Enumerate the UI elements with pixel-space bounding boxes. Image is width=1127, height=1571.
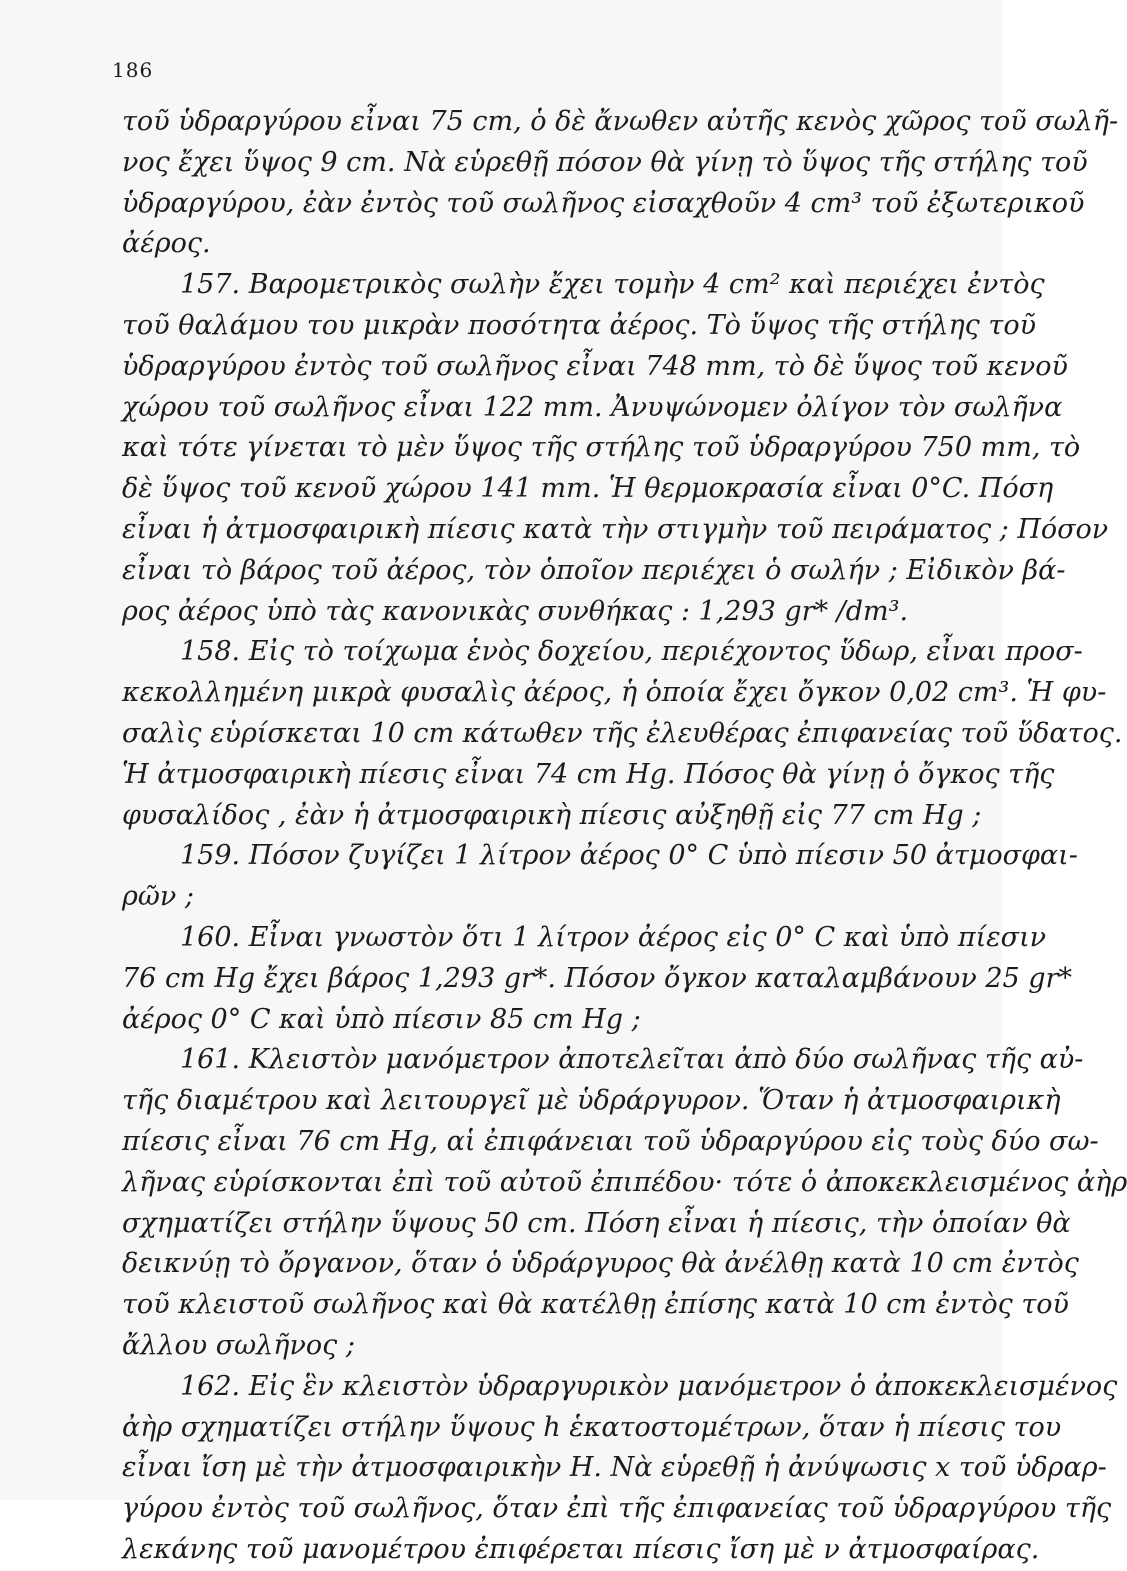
problem-first-line [122, 632, 1083, 673]
problem-number: 158. [180, 636, 241, 668]
text-line: ἀέρος. [122, 228, 211, 260]
text-line: γύρου ἐντὸς τοῦ σωλῆνος, ὅταν ἐπὶ τῆς ἐπιφανείας τοῦ ὑδραργύρου τῆς [122, 1493, 1112, 1525]
text-line: φυσαλίδος , ἐὰν ἡ ἀτμοσφαιρικὴ πίεσις αὐξηθῇ εἰς 77 cm Hg ; [122, 799, 982, 831]
text-line: ἀέρος 0° C καὶ ὑπὸ πίεσιν 85 cm Hg ; [122, 1003, 641, 1035]
text-line: Κλειστὸν μανόμετρον ἀποτελεῖται ἀπὸ δύο σωλῆνας τῆς αὐ- [248, 1044, 1084, 1076]
problem-first-line [122, 1367, 1118, 1408]
problem-first-line [122, 918, 1047, 959]
text-line: Εἶναι γνωστὸν ὅτι 1 λίτρον ἀέρος εἰς 0° C καὶ ὑπὸ πίεσιν [248, 921, 1047, 953]
text-line: Εἰς ἓν κλειστὸν ὑδραργυρικὸν μανόμετρον ὁ ἀποκεκλεισμένος [248, 1370, 1118, 1402]
text-line: σαλὶς εὑρίσκεται 10 cm κάτωθεν τῆς ἐλευθέρας ἐπιφανείας τοῦ ὕδατος. [122, 717, 1123, 749]
text-line: εἶναι ἡ ἀτμοσφαιρικὴ πίεσις κατὰ τὴν στιγμὴν τοῦ πειράματος ; Πόσον [122, 513, 1109, 545]
text-line: ὑδραργύρου, ἐὰν ἐντὸς τοῦ σωλῆνος εἰσαχθοῦν 4 cm³ τοῦ ἐξωτερικοῦ [122, 187, 1085, 219]
problem-157 [122, 265, 1109, 632]
problem-number: 162. [180, 1370, 241, 1402]
text-line: τῆς διαμέτρου καὶ λειτουργεῖ μὲ ὑδράργυρον. Ὅταν ἡ ἀτμοσφαιρικὴ [122, 1085, 1061, 1117]
text-line: χώρου τοῦ σωλῆνος εἶναι 122 mm. Ἀνυψώνομεν ὀλίγον τὸν σωλῆνα [122, 391, 1063, 423]
problem-first-line [122, 1040, 1084, 1081]
problem-160 [122, 918, 1072, 1040]
problem-first-line [122, 265, 1045, 306]
text-line: δὲ ὕψος τοῦ κενοῦ χώρου 141 mm. Ἡ θερμοκρασία εἶναι 0°C. Πόση [122, 473, 1054, 505]
text-line: πίεσις εἶναι 76 cm Hg, αἱ ἐπιφάνειαι τοῦ ὑδραργύρου εἰς τοὺς δύο σω- [122, 1125, 1099, 1157]
text-line: ρος ἀέρος ὑπὸ τὰς κανονικὰς συνθήκας : 1,293 gr* /dm³. [122, 595, 909, 627]
text-line: εἶναι τὸ βάρος τοῦ ἀέρος, τὸν ὁποῖον περιέχει ὁ σωλήν ; Εἰδικὸν βά- [122, 554, 1066, 586]
text-line: ὑδραργύρου ἐντὸς τοῦ σωλῆνος εἶναι 748 mm, τὸ δὲ ὕψος τοῦ κενοῦ [122, 350, 1068, 382]
problem-number: 160. [180, 921, 241, 953]
page-body [122, 102, 1127, 1571]
text-line: δεικνύῃ τὸ ὄργανον, ὅταν ὁ ὑδράργυρος θὰ ἀνέλθῃ κατὰ 10 cm ἐντὸς [122, 1248, 1079, 1280]
problem-number: 159. [180, 840, 241, 872]
text-line: τοῦ θαλάμου του μικρὰν ποσότητα ἀέρος. Τὸ ὕψος τῆς στήλης τοῦ [122, 309, 1036, 341]
text-line: τοῦ ὑδραργύρου εἶναι 75 cm, ὁ δὲ ἄνωθεν αὐτῆς κενὸς χῶρος τοῦ σωλῆ- [122, 106, 1119, 137]
page-number: 186 [112, 58, 154, 82]
text-line: Πόσον ζυγίζει 1 λίτρον ἀέρος 0° C ὑπὸ πίεσιν 50 ἀτμοσφαι- [248, 840, 1078, 872]
text-line: Ἡ ἀτμοσφαιρικὴ πίεσις εἶναι 74 cm Hg. Πόσος θὰ γίνῃ ὁ ὄγκος τῆς [122, 758, 1055, 790]
text-line: κεκολλημένη μικρὰ φυσαλὶς ἀέρος, ἡ ὁποία ἔχει ὄγκον 0,02 cm³. Ἡ φυ- [122, 677, 1107, 709]
problem-number: 161. [180, 1044, 241, 1076]
text-line: λεκάνης τοῦ μανομέτρου ἐπιφέρεται πίεσις ἴση μὲ ν ἀτμοσφαίρας. [122, 1533, 1040, 1565]
problem-162 [122, 1367, 1118, 1571]
text-line: σχηματίζει στήλην ὕψους 50 cm. Πόση εἶναι ἡ πίεσις, τὴν ὁποίαν θὰ [122, 1207, 1071, 1239]
problem-158 [122, 632, 1123, 836]
text-line: ἀὴρ σχηματίζει στήλην ὕψους h ἑκατοστομέτρων, ὅταν ἡ πίεσις του [122, 1411, 1062, 1443]
problem-number: 157. [180, 269, 241, 301]
text-line: ρῶν ; [122, 881, 194, 913]
text-line: καὶ τότε γίνεται τὸ μὲν ὕψος τῆς στήλης τοῦ ὑδραργύρου 750 mm, τὸ [122, 432, 1081, 464]
text-line: ἄλλου σωλῆνος ; [122, 1329, 355, 1361]
text-line: νος ἔχει ὕψος 9 cm. Νὰ εὑρεθῇ πόσον θὰ γίνῃ τὸ ὕψος τῆς στήλης τοῦ [122, 146, 1088, 178]
text-line: τοῦ κλειστοῦ σωλῆνος καὶ θὰ κατέλθῃ ἐπίσης κατὰ 10 cm ἐντὸς τοῦ [122, 1289, 1069, 1321]
text-line: Βαρομετρικὸς σωλὴν ἔχει τομὴν 4 cm² καὶ περιέχει ἐντὸς [248, 269, 1045, 301]
text-line: 76 cm Hg ἔχει βάρος 1,293 gr*. Πόσον ὄγκον καταλαμβάνουν 25 gr* [122, 962, 1072, 994]
text-line: Εἰς τὸ τοίχωμα ἑνὸς δοχείου, περιέχοντος ὕδωρ, εἶναι προσ- [248, 636, 1083, 668]
problem-161 [122, 1040, 1127, 1366]
continuation-paragraph [122, 102, 1119, 265]
problem-first-line [122, 836, 1078, 877]
problem-159 [122, 836, 1078, 918]
text-line: εἶναι ἴση μὲ τὴν ἀτμοσφαιρικὴν H. Νὰ εὑρεθῇ ἡ ἀνύψωσις x τοῦ ὑδραρ- [122, 1452, 1107, 1484]
text-line: λῆνας εὑρίσκονται ἐπὶ τοῦ αὐτοῦ ἐπιπέδου· τότε ὁ ἀποκεκλεισμένος ἀὴρ [122, 1166, 1127, 1198]
